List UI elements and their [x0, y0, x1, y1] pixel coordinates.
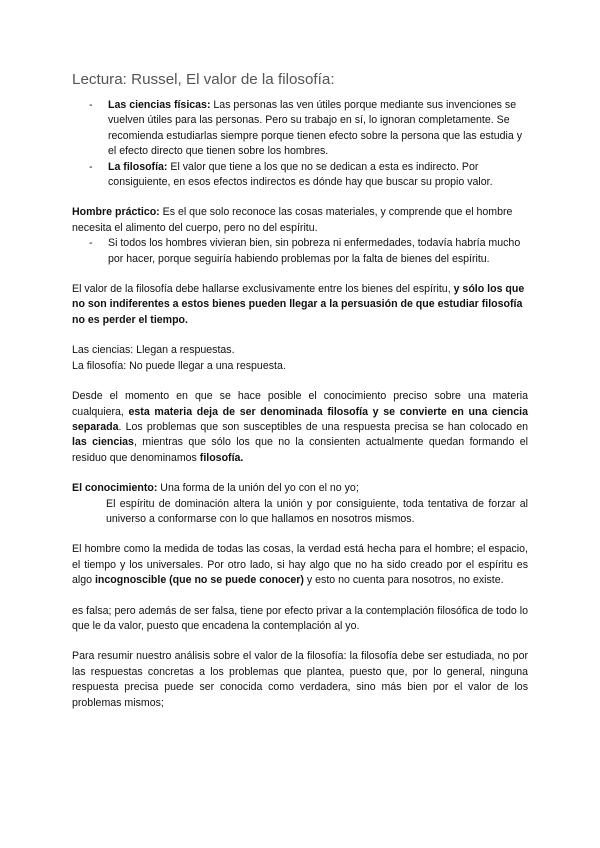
desde-text-1: Desde el momento en que se hace posible el conocimiento preciso sobre una materia cualquiera,: [72, 390, 528, 418]
resumen-paragraph: Para resumir nuestro análisis sobre el valor de la filosofía: la filosofía debe ser estudiada, no por las respuestas concretas a los problemas que plantea, puesto que, por lo general, ninguna respuesta precisa puede ser conocida como verdadera, sino más bien por el valor de los problemas mismos;: [72, 650, 528, 709]
valor-paragraph: [72, 282, 528, 328]
term-filosofia: La filosofía:: [108, 160, 168, 173]
sciences-list: [72, 98, 528, 190]
desde-bold-3: filosofía.: [199, 451, 244, 464]
filosofia-respuestas: La filosofía: No puede llegar a una respuesta.: [72, 359, 286, 372]
medida-text-2: y esto no cuenta para nosotros, no existe.: [303, 574, 504, 587]
desde-bold-2: las ciencias: [72, 436, 134, 449]
conocimiento-indent: El espíritu de dominación altera la unión y por consiguiente, toda tentativa de forzar al universo a conformarse con lo que hallamos en nosotros mismos.: [106, 497, 528, 525]
desde-bold-1: esta materia deja de ser denominada filosofía y se convierte en una ciencia separada: [72, 405, 528, 433]
desde-text-3: , mientras que sólo los que no la consienten actualmente quedan formando el residuo que denominamos: [72, 436, 528, 464]
desde-paragraph: [72, 389, 528, 466]
falsa-paragraph: es falsa; pero además de ser falsa, tiene por efecto privar a la contemplación filosófica de todo lo que le da valor, puesto que encadena la contemplación al yo.: [72, 604, 528, 632]
spacer: [72, 374, 528, 389]
desde-text-2: . Los problemas que son susceptibles de una respuesta precisa se han colocado en: [118, 420, 528, 433]
conocimiento-paragraph: [72, 481, 528, 496]
spacer: [72, 589, 528, 604]
spacer: [72, 190, 528, 205]
spacer: [72, 267, 528, 282]
medida-text: El hombre como la medida de todas las cosas, la verdad está hecha para el hombre; el espacio, el tiempo y los universales. Por otro lado, si hay algo que no ha sido creado por el espíritu es algo: [72, 543, 528, 587]
valor-bold: y sólo los que no son indiferentes a estos bienes pueden llegar a la persuasión de que estudiar filosofía no es perder el tiempo.: [72, 283, 525, 326]
spacer: [72, 328, 528, 343]
term-conocimiento: El conocimiento:: [72, 482, 158, 495]
valor-text: El valor de la filosofía debe hallarse exclusivamente entre los bienes del espíritu,: [72, 283, 454, 296]
list-item-ciencias-fisicas: [72, 98, 528, 160]
term-ciencias-fisicas: Las ciencias físicas:: [108, 99, 211, 111]
spacer: [72, 527, 528, 542]
hombre-practico-paragraph: [72, 205, 528, 236]
medida-bold: incognoscible (que no se puede conocer): [94, 574, 304, 587]
page-title: Lectura: Russel, El valor de la filosofía:: [72, 71, 335, 88]
definition-filosofia: El valor que tiene a los que no se dedican a esta es indirecto. Por consiguiente, en esos efectos indirectos es dónde hay que buscar su propio valor.: [108, 160, 493, 189]
medida-paragraph: [72, 542, 528, 588]
ciencias-respuestas: Las ciencias: Llegan a respuestas.: [72, 344, 235, 357]
hombre-practico-list: [72, 236, 528, 267]
term-hombre-practico: Hombre práctico:: [72, 206, 160, 219]
definition-ciencias-fisicas: Las personas las ven útiles porque mediante sus invenciones se vuelven útiles para las personas. Pero su trabajo en sí, lo ignoran completamente. Se recomienda estudiarlas siempre porque tienen efecto sobre la persona que las estudia y el efecto directo que tienen sobre los hombres.: [108, 99, 522, 158]
conocimiento-text: Una forma de la unión del yo con el no yo;: [157, 482, 359, 495]
spacer: [72, 466, 528, 481]
list-item-filosofia: [72, 160, 528, 191]
list-item-vivieran-bien: - Si todos los hombres vivieran bien, sin pobreza ni enfermedades, todavía habría mucho por hacer, porque seguiría habiendo problemas por la falta de bienes del espíritu.: [72, 236, 528, 267]
spacer: [72, 634, 528, 649]
hombre-practico-text: Es el que solo reconoce las cosas materiales, y comprende que el hombre necesita el alimento del cuerpo, pero no del espíritu.: [72, 206, 513, 234]
